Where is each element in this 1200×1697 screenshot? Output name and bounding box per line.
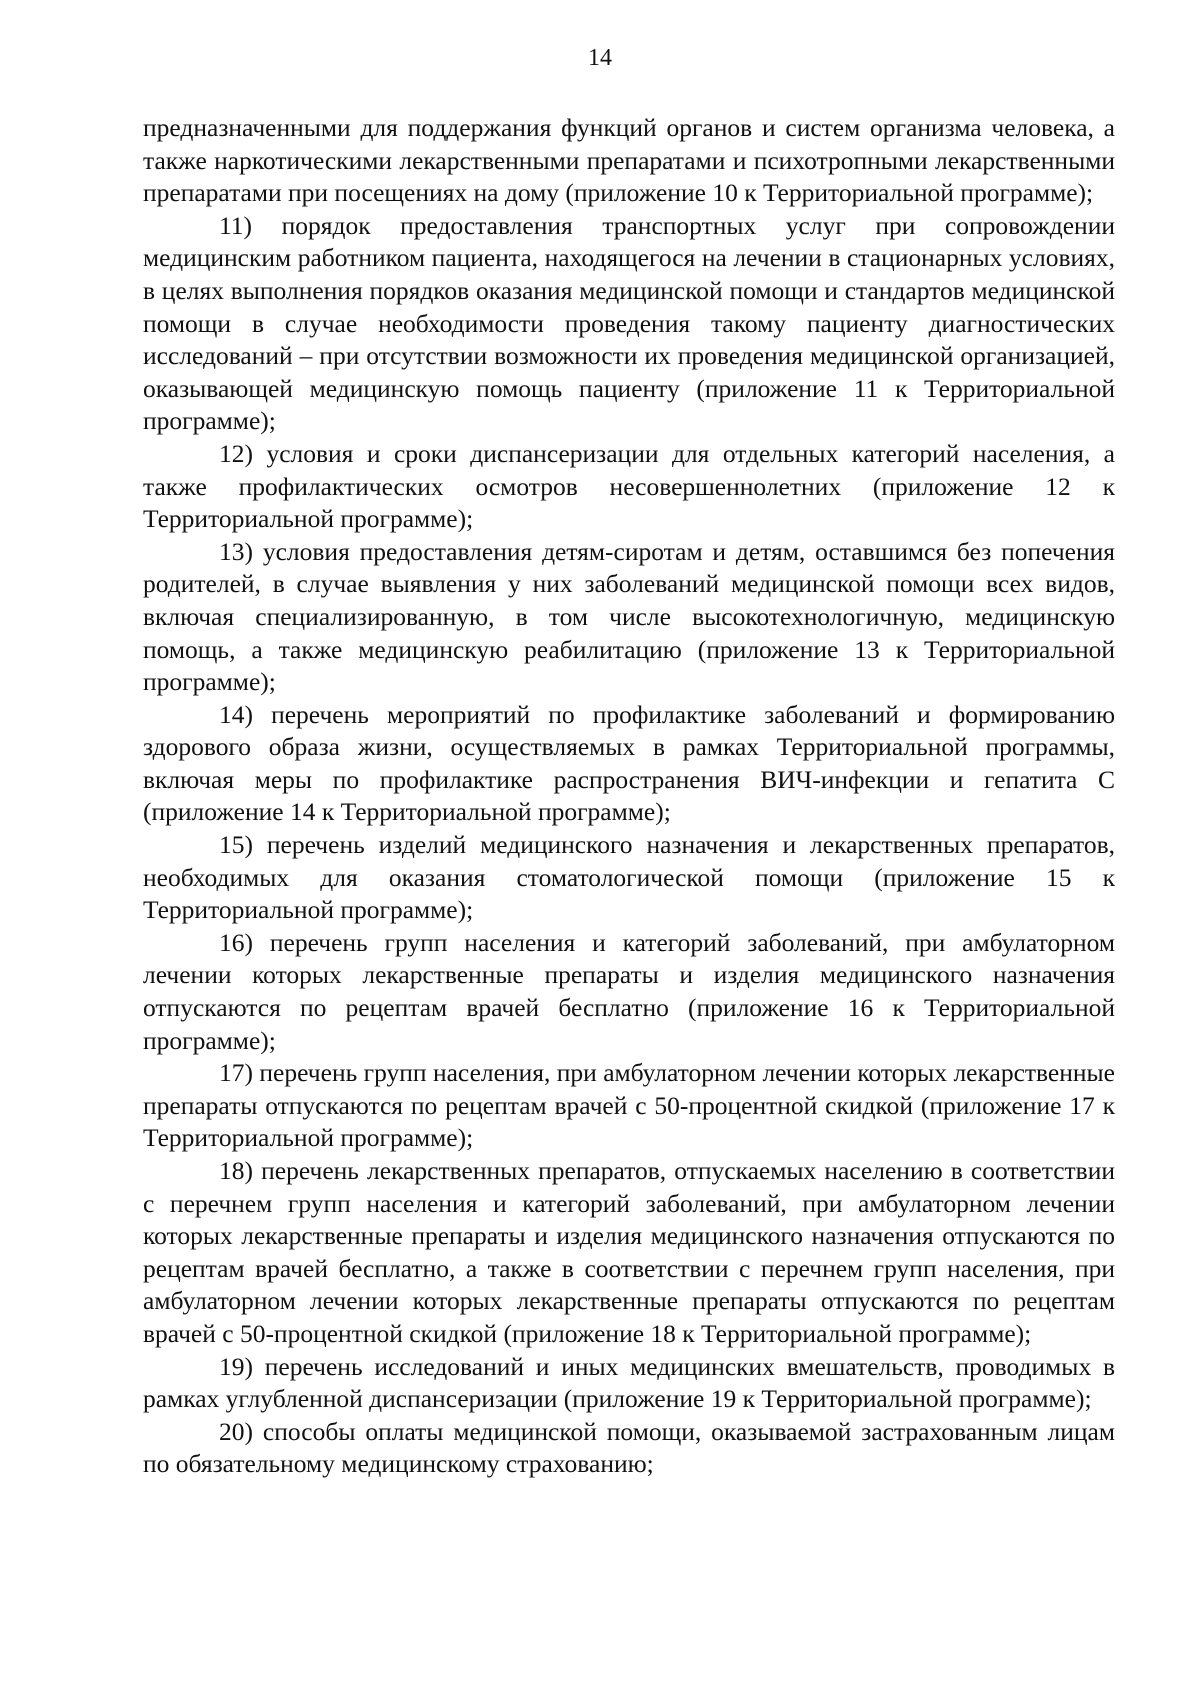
list-item-16: 16) перечень групп населения и категорий заболеваний, при амбулаторном лечении которых лекарственные препараты и изделия медицинского назначения отпускаются по рецептам врачей бесплатно (приложение 16 к Территориальной программе); bbox=[143, 927, 1115, 1055]
document-body bbox=[143, 112, 1115, 1481]
list-item-18: 18) перечень лекарственных препаратов, отпускаемых населению в соответствии с перечнем групп населения и категорий заболеваний, при амбулаторном лечении которых лекарственные препараты и изделия медицинского назначения отпускаются по рецептам врачей бесплатно, а также в соответствии с перечнем групп населения, при амбулаторном лечении которых лекарственные препараты отпускаются по рецептам врачей с 50-процентной скидкой (приложение 18 к Территориальной программе); bbox=[143, 1156, 1115, 1348]
list-item-17: 17) перечень групп населения, при амбулаторном лечении которых лекарственные препараты отпускаются по рецептам врачей с 50-процентной скидкой (приложение 17 к Территориальной программе); bbox=[143, 1058, 1115, 1153]
list-item-15: 15) перечень изделий медицинского назначения и лекарственных препаратов, необходимых для оказания стоматологической помощи (приложение 15 к Территориальной программе); bbox=[143, 830, 1115, 925]
list-item-11: 11) порядок предоставления транспортных услуг при сопровождении медицинским работником пациента, находящегося на лечении в стационарных условиях, в целях выполнения порядков оказания медицинской помощи и стандартов медицинской помощи в случае необходимости проведения такому пациенту диагностических исследований – при отсутствии возможности их проведения медицинской организацией, оказывающей медицинскую помощь пациенту (приложение 11 к Территориальной программе); bbox=[143, 210, 1115, 436]
list-item-20: 20) способы оплаты медицинской помощи, оказываемой застрахованным лицам по обязательному медицинскому страхованию; bbox=[143, 1416, 1115, 1479]
page-number: 14 bbox=[588, 45, 612, 71]
paragraph-continuation: предназначенными для поддержания функций органов и систем организма человека, а также наркотическими лекарственными препаратами и психотропными лекарственными препаратами при посещениях на дому (приложение 10 к Территориальной программе); bbox=[143, 113, 1115, 208]
list-item-19: 19) перечень исследований и иных медицинских вмешательств, проводимых в рамках углубленной диспансеризации (приложение 19 к Территориальной программе); bbox=[143, 1351, 1115, 1414]
list-item-13: 13) условия предоставления детям-сиротам и детям, оставшимся без попечения родителей, в случае выявления у них заболеваний медицинской помощи всех видов, включая специализированную, в том числе высокотехнологичную, медицинскую помощь, а также медицинскую реабилитацию (приложение 13 к Территориальной программе); bbox=[143, 536, 1115, 697]
list-item-14: 14) перечень мероприятий по профилактике заболеваний и формированию здорового образа жизни, осуществляемых в рамках Территориальной программы, включая меры по профилактике распространения ВИЧ-инфекции и гепатита С (приложение 14 к Территориальной программе); bbox=[143, 699, 1115, 827]
list-item-12: 12) условия и сроки диспансеризации для отдельных категорий населения, а также профилактических осмотров несовершеннолетних (приложение 12 к Территориальной программе); bbox=[143, 438, 1115, 534]
